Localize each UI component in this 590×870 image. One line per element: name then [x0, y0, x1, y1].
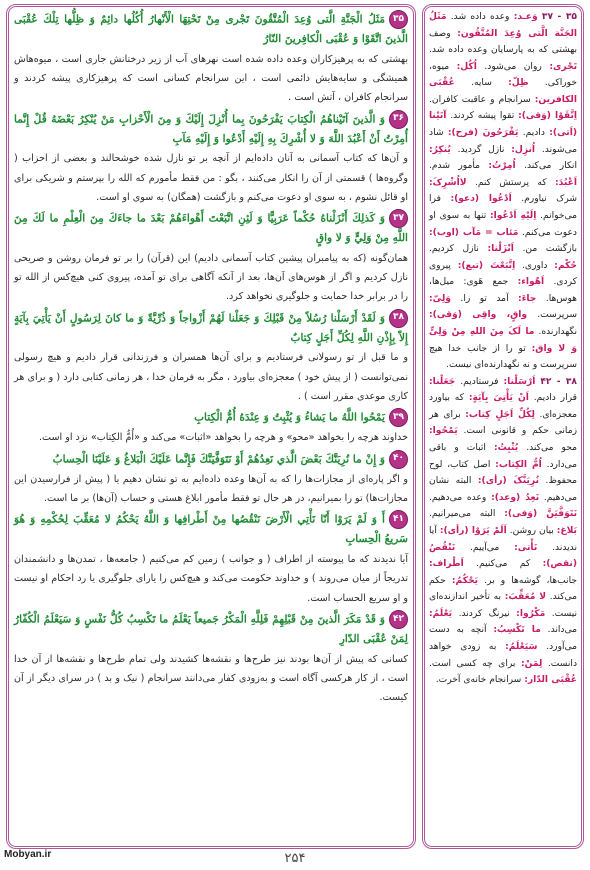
glossary-definition: نیرنگ کردند. [458, 608, 510, 619]
glossary-definition: فرا می‌خوانم. [429, 194, 577, 221]
glossary-definition: اصل کتاب، لوح محفوظ. [429, 459, 577, 487]
verse-block [14, 209, 408, 307]
glossary-term: عُقْبَی الدّار: [524, 675, 577, 686]
glossary-definition: آنچه به دست می‌آورد. [429, 625, 578, 652]
verse-number-badge: ۳۵ [389, 10, 408, 29]
verse-arabic-text: وَ قَدْ مَكَرَ الَّذينَ مِنْ قَبْلِهِمْ فَلِلَّهِ الْمَكْرُ جَميعاً يَعْلَمُ ما تَكْسِبُ كُلُّ نَفْسٍ وَ سَيَعْلَمُ الْكُفّارُ لِمَنْ عُقْبَى الدّارِ [14, 613, 408, 646]
glossary-definition: به تأخیر اندازنده‌ای نیست. [429, 592, 578, 619]
glossary-definition: می‌آییم. [470, 542, 500, 553]
glossary-entry [467, 178, 577, 188]
verse-translation: بهشتی که به پرهیزکاران وعده داده شده است نهرهای آب از زیر درختانش جاری است ، میوه‌هاش همیشگی و سایه‌هایش دائمی است ، این سرانجام کسانی است که پرهیزکاری پیشه کردند و سرانجام کافران ، آتش است . [14, 53, 408, 104]
verse-arabic [14, 110, 408, 150]
verse-number-badge: ۳۸ [389, 309, 408, 328]
verse-block [14, 510, 408, 608]
glossary-definition: سرپرست. [537, 310, 577, 321]
glossary-definition: مأمور شدم. [429, 161, 481, 172]
glossary-definition: شاد می‌شوند. [429, 128, 577, 155]
glossary-term: اُنزِل: [511, 144, 536, 155]
site-watermark: Mobyan.ir [4, 849, 52, 860]
glossary-term: نَتَوَفَّیَنَّ (وَفی): [504, 509, 577, 520]
verse-arabic [14, 309, 408, 349]
glossary-definition: که پرستش کنم. [474, 177, 547, 188]
glossary-definition: نگهدارنده. [538, 326, 577, 337]
glossary-term: اَلَمْ یَرَوْا (رأی): [439, 525, 507, 536]
glossary-definition: کم می‌کنیم. [476, 559, 531, 570]
glossary-panel [422, 4, 584, 849]
glossary-term: مَثَلُ الجَنَّة الَّتی وُعِدَ المُتَّقُون: [429, 12, 577, 39]
glossary-definition: وعده می‌دهیم. [429, 492, 487, 503]
glossary-definition: تو را از جانب خدا هیچ سرپرست و نه نگهدارنده‌ای نیست. [429, 343, 577, 371]
glossary-term: مَکْرُوا: [516, 608, 546, 619]
glossary-term: اَرْسَلْنا: [503, 376, 536, 387]
verse-number-badge: ۳۹ [389, 408, 408, 427]
glossary-definition: داوری. [522, 260, 548, 271]
verse-block [14, 450, 408, 509]
glossary-term: اَعْبُدَ: [554, 177, 577, 188]
glossary-definition: تقوا پیشه کردند. [450, 111, 515, 122]
glossary-definition: انکار می‌کند. [524, 161, 578, 172]
glossary-entry [447, 12, 538, 22]
glossary-definition: بازگشت من. [522, 244, 577, 255]
glossary-section-2 [429, 377, 577, 685]
glossary-term: حُکْم: [554, 260, 577, 271]
glossary-term: ما لَکَ مِنَ اللهِ مِنْ وَلِیٍّ وَ لا واق: [429, 326, 578, 354]
verse-arabic [14, 209, 408, 249]
glossary-definition: وصف بهشتی که به پارسایان وعده داده شد. [429, 28, 577, 56]
quran-page [6, 4, 584, 847]
verse-arabic [14, 10, 408, 50]
verse-number-badge: ۳۶ [389, 110, 408, 129]
glossary-term: اَطْراف: [429, 559, 464, 570]
glossary-term: لااُشْرِکَ: [429, 177, 467, 188]
glossary-definition: جمع هَوی: میل‌ها، هوس‌ها. [429, 277, 577, 304]
glossary-term: اِلَیْهِ اَدْعُوا: [490, 210, 537, 221]
glossary-definition: آیا ندیدند. [429, 525, 578, 553]
glossary-term: یُنکِرُ: [429, 144, 451, 155]
verse-block [14, 10, 408, 108]
glossary-entry [452, 609, 545, 619]
verse-translation: کسانی که پیش از آن‌ها بودند نیز طرح‌ها و نقشه‌ها کشیدند ولی تمام طرح‌ها و نقشه‌ها از آن خدا است ، از کار هرکسی آگاه است و به‌زودی کفار می‌دانند سرانجام ( نیک و بد ) در سرای دیگر از آن کیست. [14, 653, 408, 704]
glossary-definition: تنها به سوی او دعوت می‌کنم. [429, 210, 577, 238]
verse-block [14, 309, 408, 407]
glossary-term: اِتَّبَعْتَ (تبع): [457, 260, 516, 271]
glossary-definition: بیان روشن. [509, 525, 554, 536]
glossary-entry [446, 111, 577, 121]
verse-block [14, 110, 408, 208]
glossary-term: اُمُّ الکِتاب: [495, 459, 542, 470]
glossary-term: سَیَعْلَمُ: [505, 641, 538, 652]
glossary-entry [455, 543, 537, 553]
glossary-definition: دادیم. [522, 128, 545, 139]
glossary-term: نَنْقُصُ (نقص): [429, 542, 577, 570]
glossary-term: یَفْرَحُونَ (فرح): [447, 128, 519, 139]
verse-arabic-text: وَ إِنْ ما نُرِيَنَّكَ بَعْضَ الَّذي نَعِدُهُمْ أَوْ نَتَوَفَّيَنَّكَ فَإِنَّما عَلَيْكَ الْبَلاغُ وَ عَلَيْنَا الْحِسابُ [52, 453, 385, 466]
glossary-entry [455, 377, 535, 387]
glossary-definition: سایه. [471, 78, 492, 89]
verse-arabic-text: وَ كَذلِكَ أَنْزَلْناهُ حُكْماً عَرَبِيًّا وَ لَئِنِ اتَّبَعْتَ أَهْواءَهُمْ بَعْدَ ما جاءَكَ مِنَ الْعِلْمِ ما لَكَ مِنَ اللَّهِ مِنْ وَلِيٍّ وَ لا واقٍ [14, 212, 408, 245]
verse-arabic [14, 408, 408, 428]
glossary-term: یَعْلَمُ: [429, 608, 453, 619]
glossary-term: یَمْحُوا: [429, 426, 458, 437]
glossary-definition: به زودی خواهد دانست. [429, 641, 578, 669]
glossary-term: وَعـد: [513, 12, 538, 22]
glossary-term: مَئاب = مَآب (اوب): [429, 227, 519, 238]
glossary-term: لِمَنْ: [520, 658, 543, 669]
verse-arabic-text: مَثَلُ الْجَنَّةِ الَّتی وُعِدَ الْمُتَّقُونَ تَجْری مِنْ تَحْتِهَا الْأَنْهارُ أُكُلُها دائِمٌ وَ ظِلُّها تِلْكَ عُقْبَى الَّذينَ اتَّقَوْا وَ عُقْبَى الْكافِرينَ النّارُ [14, 13, 408, 46]
glossary-definition: میوه، خوراکی. [429, 61, 578, 89]
verse-number-badge: ۳۷ [389, 209, 408, 228]
glossary-term: نَعِدُ (وعد): [491, 492, 540, 503]
glossary-term: اَنْ یَأْتِیَ بِآیَةٍ: [468, 393, 529, 404]
glossary-definition: پیروی کردی. [429, 260, 578, 288]
glossary-term: وَلِیّ: [429, 293, 451, 304]
verse-arabic [14, 450, 408, 470]
verse-arabic-text: يَمْحُوا اللَّهُ ما يَشاءُ وَ يُثْبِتُ وَ عِنْدَهُ أُمُّ الْكِتابِ [194, 411, 385, 424]
glossary-term: جاءَ: [518, 293, 537, 304]
verse-arabic [14, 610, 408, 650]
verse-translation: و آن‌ها که کتاب آسمانی به آنان داده‌ایم از آنچه بر تو نازل شده خوشحالند و بعضی از احزاب ( وگروه‌ها ) قسمتی از آن را انکار می‌کنند ، بگو : من فقط مأمورم که الله را بپرستم و شریکی برای او قائل نشوم ، به سوی او دعوت می‌کنم و بازگشت (همگان) به سوی او است. [14, 153, 408, 203]
glossary-definition: آمد تو را. [460, 293, 509, 304]
glossary-definition: که بیاورد معجزه‌ای. [429, 393, 578, 420]
verse-translation: همان‌گونه (که به پیامبران پیشین کتاب آسمانی دادیم) این (قرآن) را بر تو فرمان روشن و صریحی نازل کردیم و اگر از هوس‌های آن‌ها، بعد از آنکه آگاهی برای تو آمده، پیروی کنی هیچ‌کس از الله تو را در برابر خدا حمایت و جلوگیری نخواهد کرد. [14, 252, 408, 303]
glossary-section-header: ۳۵ - ۳۷ [541, 12, 577, 22]
glossary-term: واقٍ، واقِی (وَقی): [429, 310, 528, 321]
glossary-definition: حکم می‌کند. [429, 575, 578, 603]
glossary-definition: می‌داند. [547, 625, 577, 636]
glossary-definition: برای هر زمانی حکم و قانونی است. [429, 409, 577, 437]
verse-translation: آیا ندیدند که ما پیوسته از اطراف ( و جوانب ) زمین کم می‌کنیم ( جامعه‌ها ، تمدن‌ها و دانشمندان تدریجاً از میان می‌روند ) و خداوند حکومت می‌کند و هیچ‌کس را یارای جلوگیری یا رد احکام او نیست و او سریع الحساب است. [14, 554, 408, 604]
glossary-definition: وعده داده شد. [450, 12, 510, 22]
verse-translation: خداوند هرچه را بخواهد «محو» و هرچه را بخواهد «اثبات» می‌کند و «أُمُّ الكِتاب» نزد او است. [38, 432, 408, 444]
glossary-definition: البته می‌میرانیم. [429, 509, 496, 520]
glossary-definition: محو می‌کند. [526, 443, 577, 454]
glossary-term: اَدْعُوا (دعو): [450, 194, 512, 205]
glossary-term: ما تَکْسِبُ: [493, 625, 541, 636]
glossary-definition: برای چه کسی است. [429, 658, 516, 669]
glossary-entry [451, 145, 535, 155]
glossary-term: عُقْبَی الکافرین: [429, 78, 577, 105]
glossary-section-header: ۳۸ - ۴۲ [540, 376, 577, 387]
verse-arabic-text: أَ وَ لَمْ يَرَوْا أَنّا نَأْتِي الْأَرْضَ نَنْقُصُها مِنْ أَطْرافِها وَ اللَّهُ يَحْكُمُ لا مُعَقِّبَ لِحُكْمِهِ وَ هُوَ سَريعُ الْحِسابِ [14, 513, 408, 546]
glossary-term: اُکُل: [456, 61, 477, 72]
glossary-definition: شرک نیاورم. [521, 194, 578, 205]
glossary-definition: اثبات و باقی می‌دارد. [429, 443, 578, 470]
glossary-term: نُرِیَنَّکَ (رأی): [477, 476, 540, 487]
glossary-entry [436, 675, 577, 685]
glossary-term: ظِلّ: [508, 78, 529, 89]
glossary-entry [455, 78, 529, 88]
verse-block [14, 610, 408, 708]
glossary-definition: نازل کردیم. [429, 244, 479, 255]
verse-number-badge: ۴۲ [389, 610, 408, 629]
glossary-entry [507, 526, 577, 536]
glossary-term: جَعَلْنا: [429, 376, 456, 387]
glossary-definition: سرانجام خانه‌ی آخرت. [435, 675, 522, 686]
glossary-entry [429, 509, 577, 519]
verse-number-badge: ۴۱ [389, 510, 408, 529]
page-number: ۲۵۴ [284, 851, 306, 866]
glossary-term: اَهْواء: [517, 277, 545, 288]
glossary-section-1 [429, 12, 577, 370]
glossary-term: لا مُعَقِّبَ: [504, 592, 547, 603]
glossary-term: تَجْری: [549, 61, 578, 72]
verse-translation: و ما قبل از تو رسولانی فرستادیم و برای آن‌ها همسران و فرزندانی قرار دادیم و هیچ رسولی نمی‌توانست ( از پیش خود ) معجزه‌ای بیاورد ، مگر به فرمان خدا ، هر زمانی کتابی دارد ( و برای هر کاری موعدی مقرر است ) . [14, 352, 408, 403]
glossary-definition: فرستادیم. [460, 376, 499, 387]
glossary-definition: قرار دادیم. [533, 393, 578, 404]
glossary-definition: نازل گردید. [457, 144, 505, 155]
glossary-entry [429, 161, 516, 171]
glossary-term: یَحْکُمُ: [451, 575, 479, 586]
glossary-entry [429, 244, 514, 254]
verse-translation: و اگر پاره‌ای از مجازات‌ها را که به آن‌ها وعده داده‌ایم به تو نشان دهیم یا ( پیش از فرارسیدن این مجازات‌ها) تو را بمیرانیم، در هر حال تو فقط مأمور ابلاغ هستی و حساب (آن‌ها) بر ما است. [14, 473, 408, 505]
verse-block [14, 408, 408, 447]
glossary-definition: البته نشان می‌دهیم. [429, 476, 577, 503]
glossary-term: اِتَّقَوْا (وَقی): [518, 111, 577, 122]
glossary-term: آتَیْنا (اَتی): [429, 111, 578, 139]
glossary-term: اَنْزَلْنا: [487, 244, 514, 255]
glossary-entry [429, 659, 542, 669]
verse-number-badge: ۴۰ [389, 450, 408, 469]
glossary-entry [515, 261, 577, 271]
verses-panel [6, 4, 416, 849]
glossary-term: بَلاغ: [556, 525, 577, 536]
glossary-term: یُثْبِتُ: [493, 443, 519, 454]
glossary-definition: جانب‌ها، گوشه‌ها و بر. [484, 575, 578, 586]
glossary-entry [477, 62, 577, 72]
glossary-entry [451, 294, 536, 304]
verse-arabic-text: وَ لَقَدْ أَرْسَلْنا رُسُلاً مِنْ قَبْلِكَ وَ جَعَلْنا لَهُمْ أَزْواجاً وَ ذُرِّيَّةً وَ ما كانَ لِرَسُولٍ أَنْ يَأْتِيَ بِآيَةٍ إِلاّ بِإِذْنِ اللَّهِ لِكُلِّ أَجَلٍ كِتابٌ [14, 312, 408, 344]
glossary-definition: روان می‌شود. [484, 61, 542, 72]
verse-arabic-text: وَ الَّذينَ آتَيْناهُمُ الْكِتابَ يَفْرَحُونَ بِما أُنْزِلَ إِلَيْكَ وَ مِنَ الْأَحْزابِ مَنْ يُنْكِرُ بَعْضَهُ قُلْ إِنَّما أُمِرْتُ أَنْ أَعْبُدَ اللَّهَ وَ لا أُشْرِكَ بِهِ إِلَيْهِ أَدْعُوا وَ إِلَيْهِ مَآبِ [14, 113, 408, 145]
glossary-term: لِکُلِّ اَجَلٍ کِتاب: [465, 409, 535, 420]
glossary-term: نَأْتی: [514, 542, 538, 553]
glossary-term: اُمِرْتُ: [488, 161, 516, 172]
verse-arabic [14, 510, 408, 550]
glossary-entry [429, 493, 539, 503]
glossary-definition: سرانجام و عاقبت کافران. [429, 94, 531, 105]
